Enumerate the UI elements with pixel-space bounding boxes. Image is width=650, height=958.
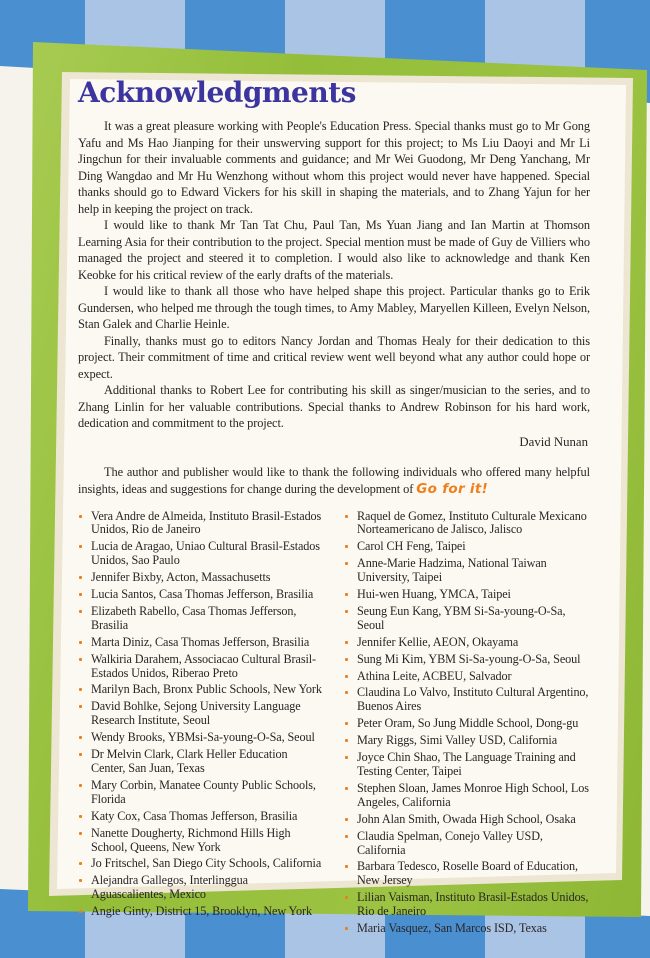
reviewer-column-left [78, 510, 324, 939]
list-item [344, 734, 590, 748]
acknowledgment-paragraph: I would like to thank Mr Tan Tat Chu, Paul Tan, Ms Yuan Jiang and Ian Martin at Thomson Learning Asia for their contribution to the project. Special mention must be made of Guy de Villiers who managed the project and steered it to completion. I would also like to acknowledge and thank Ken Keobke for his critical review of the early drafts of the materials. [78, 218, 590, 282]
bullet-icon [345, 835, 348, 838]
series-logo-text: Go for it! [416, 481, 489, 497]
bullet-icon [79, 879, 82, 882]
list-item [78, 700, 324, 728]
list-item [344, 830, 590, 858]
reviewer-entry: Raquel de Gomez, Instituto Culturale Mexicano Norteamericano de Jalisco, Jalisco [357, 508, 587, 537]
bullet-icon [79, 658, 82, 661]
reviewer-entry: Mary Corbin, Manatee County Public Schools, Florida [91, 777, 316, 806]
reviewer-list-intro [78, 464, 590, 499]
reviewer-entry: David Bohlke, Sejong University Language Research Institute, Seoul [91, 699, 301, 728]
bullet-icon [345, 545, 348, 548]
bullet-icon [345, 658, 348, 661]
bullet-icon [79, 641, 82, 644]
reviewer-entry: Marta Diniz, Casa Thomas Jefferson, Brasilia [91, 634, 310, 649]
list-item [344, 891, 590, 919]
list-item [78, 636, 324, 650]
bullet-icon [79, 515, 82, 518]
list-item [78, 683, 324, 697]
acknowledgment-paragraph: I would like to thank all those who have helped shape this project. Particular thanks go to Erik Gundersen, who helped me through the tough times, to Amy Mabley, Maryellen Killeen, Evelyn Nelson, Stan Galek and Charlie Heinle. [78, 284, 590, 331]
bullet-icon [79, 593, 82, 596]
bullet-icon [79, 545, 82, 548]
reviewer-column-right [344, 510, 590, 939]
bullet-icon [345, 865, 348, 868]
bullet-icon [345, 739, 348, 742]
list-item [344, 540, 590, 554]
bullet-icon [79, 815, 82, 818]
reviewer-entry: Lucia Santos, Casa Thomas Jefferson, Brasilia [91, 587, 314, 602]
list-item [344, 588, 590, 602]
reviewer-entry: Lucia de Aragao, Uniao Cultural Brasil-Estados Unidos, Sao Paulo [91, 539, 320, 568]
bullet-icon [345, 756, 348, 759]
bullet-icon [345, 610, 348, 613]
bullet-icon [345, 896, 348, 899]
list-item [78, 857, 324, 871]
list-item [344, 557, 590, 585]
bullet-icon [79, 910, 82, 913]
list-item [344, 653, 590, 667]
bullet-icon [345, 641, 348, 644]
acknowledgment-paragraph: Additional thanks to Robert Lee for contributing his skill as singer/musician to the series, and to Zhang Linlin for her valuable contributions. Special thanks to Andrew Robinson for his hard work, dedication and commitment to the project. [78, 383, 590, 430]
list-item [78, 653, 324, 681]
list-item [78, 571, 324, 585]
list-item [344, 605, 590, 633]
reviewer-entry: Nanette Dougherty, Richmond Hills High School, Queens, New York [91, 825, 291, 854]
list-item [344, 510, 590, 538]
list-item [344, 636, 590, 650]
list-item [78, 748, 324, 776]
list-item [344, 860, 590, 888]
bullet-icon [345, 818, 348, 821]
acknowledgment-paragraph: It was a great pleasure working with People's Education Press. Special thanks must go to Mr Gong Yafu and Ms Hao Jianping for their unswerving support for this project; to Ms Liu Daoyi and Mr Li Jingchun for their invaluable comments and guidance; and Mr Wei Guodong, Mr Deng Yanchang, Mr Ding Wangdao and Mr Hu Wenzhong without whom this project would never have happened. Special thanks should go to Edward Vickers for his skill in shaping the materials, and to Zhang Yajun for her help in keeping the project on track. [78, 119, 590, 216]
paragraphs [78, 118, 590, 432]
author-signature: David Nunan [519, 434, 588, 449]
reviewer-entry: Sung Mi Kim, YBM Si-Sa-young-O-Sa, Seoul [357, 651, 581, 666]
reviewer-entry: Seung Eun Kang, YBM Si-Sa-young-O-Sa, Seoul [357, 603, 566, 632]
reviewer-entry: Claudina Lo Valvo, Instituto Cultural Argentino, Buenos Aires [357, 685, 589, 714]
reviewer-entry: Jennifer Kellie, AEON, Okayama [357, 634, 519, 649]
page-title: Acknowledgments [78, 76, 356, 109]
reviewer-entry: Dr Melvin Clark, Clark Heller Education Center, San Juan, Texas [91, 747, 288, 775]
reviewer-entry: Barbara Tedesco, Roselle Board of Education, New Jersey [357, 859, 578, 888]
list-item [78, 905, 324, 919]
list-item [78, 827, 324, 855]
bullet-icon [79, 753, 82, 756]
reviewer-entry: Alejandra Gallegos, Interlinggua Aguascalientes, Mexico [91, 873, 248, 902]
bullet-icon [79, 832, 82, 835]
bullet-icon [345, 562, 348, 565]
list-item [78, 810, 324, 824]
list-item [78, 510, 324, 538]
list-item [78, 731, 324, 745]
list-item [344, 782, 590, 810]
bullet-icon [79, 736, 82, 739]
bullet-icon [345, 722, 348, 725]
bullet-icon [345, 593, 348, 596]
list-item [344, 670, 590, 684]
bullet-icon [79, 576, 82, 579]
reviewer-entry: Vera Andre de Almeida, Instituto Brasil-Estados Unidos, Rio de Janeiro [91, 508, 322, 537]
reviewer-entry: Walkiria Darahem, Associacao Cultural Brasil-Estados Unidos, Riberao Preto [91, 651, 316, 680]
bullet-icon [345, 675, 348, 678]
bullet-icon [345, 515, 348, 518]
reviewer-entry: Marilyn Bach, Bronx Public Schools, New York [91, 682, 322, 697]
reviewer-entry: John Alan Smith, Owada High School, Osaka [357, 811, 576, 826]
bullet-icon [79, 784, 82, 787]
list-item [78, 540, 324, 568]
list-item [78, 874, 324, 902]
bullet-icon [79, 688, 82, 691]
bullet-icon [345, 691, 348, 694]
list-item [344, 751, 590, 779]
reviewer-entry: Elizabeth Rabello, Casa Thomas Jefferson, Brasilia [91, 603, 297, 632]
intro-text: The author and publisher would like to thank the following individuals who offered many helpful insights, ideas and suggestions for change during the development of [78, 464, 590, 496]
reviewer-entry: Peter Oram, So Jung Middle School, Dong-gu [357, 716, 579, 731]
acknowledgment-paragraph: Finally, thanks must go to editors Nancy Jordan and Thomas Healy for their dedication to this project. Their commitment of time and critical review went well beyond what any author could hope or expect. [78, 333, 590, 381]
reviewer-entry: Katy Cox, Casa Thomas Jefferson, Brasilia [91, 808, 298, 823]
reviewer-entry: Jo Fritschel, San Diego City Schools, California [91, 856, 322, 871]
page-content [78, 76, 590, 939]
bullet-icon [345, 927, 348, 930]
reviewer-entry: Stephen Sloan, James Monroe High School, Los Angeles, California [357, 780, 589, 809]
list-item [78, 588, 324, 602]
reviewer-entry: Maria Vasquez, San Marcos ISD, Texas [357, 921, 547, 936]
list-item [344, 813, 590, 827]
reviewer-entry: Jennifer Bixby, Acton, Massachusetts [91, 570, 271, 585]
reviewer-columns [78, 510, 590, 939]
reviewer-entry: Athina Leite, ACBEU, Salvador [357, 668, 512, 683]
list-item [78, 605, 324, 633]
list-item [344, 686, 590, 714]
reviewer-entry: Carol CH Feng, Taipei [357, 539, 466, 554]
list-item [344, 922, 590, 936]
list-item [78, 779, 324, 807]
reviewer-entry: Angie Ginty, District 15, Brooklyn, New York [91, 904, 312, 919]
bullet-icon [79, 705, 82, 708]
bullet-icon [345, 787, 348, 790]
reviewer-entry: Claudia Spelman, Conejo Valley USD, California [357, 828, 543, 857]
reviewer-entry: Wendy Brooks, YBMsi-Sa-young-O-Sa, Seoul [91, 730, 315, 745]
list-item [344, 717, 590, 731]
reviewer-entry: Lilian Vaisman, Instituto Brasil-Estados Unidos, Rio de Janeiro [357, 890, 589, 919]
reviewer-entry: Joyce Chin Shao, The Language Training and Testing Center, Taipei [357, 750, 576, 778]
reviewer-entry: Anne-Marie Hadzima, National Taiwan University, Taipei [357, 556, 547, 585]
bullet-icon [79, 610, 82, 613]
reviewer-entry: Mary Riggs, Simi Valley USD, California [357, 733, 558, 748]
bullet-icon [79, 862, 82, 865]
reviewer-entry: Hui-wen Huang, YMCA, Taipei [357, 587, 511, 602]
